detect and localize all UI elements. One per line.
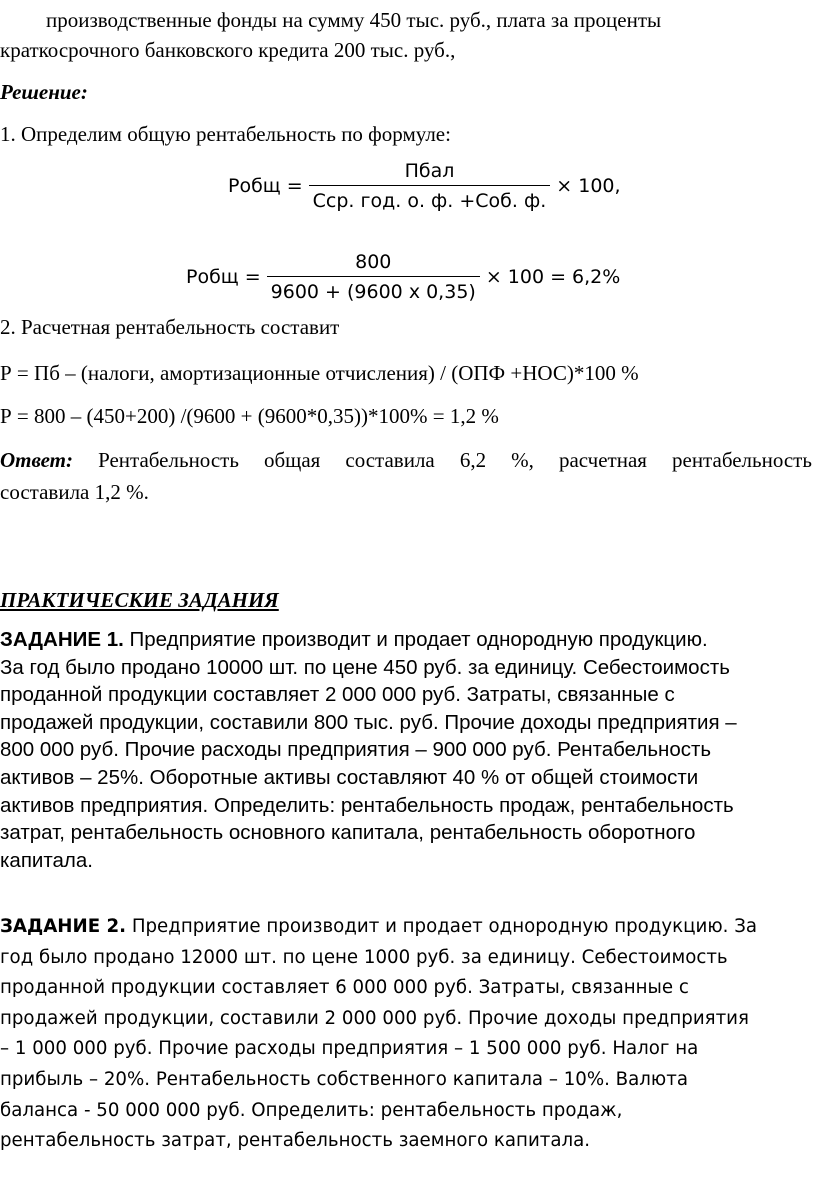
task-1-line: затрат, рентабельность основного капитала, рентабельность оборотного xyxy=(0,821,696,845)
formula-general-rentability-calc xyxy=(186,251,620,303)
task-1-paragraph xyxy=(0,626,812,874)
formula-general-rentability xyxy=(228,160,621,212)
intro-line-1: производственные фонды на сумму 450 тыс. руб., плата за проценты xyxy=(46,8,662,32)
answer-line-1 xyxy=(0,446,812,474)
formula-estimated-rentability-calc: Р = 800 – (450+200) /(9600 + (9600*0,35))*100% = 1,2 % xyxy=(0,404,499,428)
task-1-line: капитала. xyxy=(0,848,93,872)
formula-1-lhs: Робщ = xyxy=(228,175,303,197)
answer-word: расчетная xyxy=(558,448,647,472)
solution-label: Решение: xyxy=(0,80,88,104)
answer-word: %, xyxy=(511,448,534,472)
task-2-line: год было продано 12000 шт. по цене 1000 руб. за единицу. Себестоимость xyxy=(0,946,728,968)
step-1-text: 1. Определим общую рентабельность по формуле: xyxy=(0,122,451,146)
formula-1-rhs: × 100, xyxy=(556,175,621,197)
task-2-line: – 1 000 000 руб. Прочие расходы предприятия – 1 500 000 руб. Налог на xyxy=(0,1038,699,1060)
answer-justified-row xyxy=(0,446,812,474)
answer-word: Рентабельность xyxy=(98,448,239,472)
task-1-line: активов предприятия. Определить: рентабельность продаж, рентабельность xyxy=(0,793,734,817)
answer-word: общая xyxy=(263,448,321,472)
formula-2-rhs: × 100 = 6,2% xyxy=(485,266,621,288)
formula-1-numerator: Пбал xyxy=(404,160,455,182)
formula-2-fraction xyxy=(267,251,480,303)
intro-line-2: краткосрочного банковского кредита 200 тыс. руб., xyxy=(0,38,456,62)
task-1-label: ЗАДАНИЕ 1. xyxy=(0,628,124,651)
task-2-line: рентабельность затрат, рентабельность заемного капитала. xyxy=(0,1130,591,1152)
answer-word: составила xyxy=(345,448,435,472)
task-2-text: Предприятие производит и продает однородную продукцию. За xyxy=(126,916,757,937)
task-1-line: проданной продукции составляет 2 000 000 руб. Затраты, связанные с xyxy=(0,683,675,707)
task-1-line: активов – 25%. Оборотные активы составляют 40 % от общей стоимости xyxy=(0,765,699,789)
formula-2-lhs: Робщ = xyxy=(186,266,261,288)
answer-line-2: составила 1,2 %. xyxy=(0,480,149,504)
formula-estimated-rentability: Р = Пб – (налоги, амортизационные отчисления) / (ОПФ +НОС)*100 % xyxy=(0,361,639,385)
task-1-line: За год было продано 10000 шт. по цене 450 руб. за единицу. Себестоимость xyxy=(0,655,730,679)
task-1-line xyxy=(0,626,812,654)
task-2-line: баланса - 50 000 000 руб. Определить: рентабельность продаж, xyxy=(0,1099,623,1121)
formula-2-denominator: 9600 + (9600 х 0,35) xyxy=(267,276,480,303)
answer-word: рентабельность xyxy=(672,448,812,472)
answer-word: 6,2 xyxy=(459,448,487,472)
task-2-paragraph xyxy=(0,912,812,1157)
task-1-line: 800 000 руб. Прочие расходы предприятия – 900 000 руб. Рентабельность xyxy=(0,738,712,762)
formula-1-fraction xyxy=(309,160,551,212)
task-2-line: проданной продукции составляет 6 000 000 руб. Затраты, связанные с xyxy=(0,977,689,999)
task-2-line: продажей продукции, составили 2 000 000 руб. Прочие доходы предприятия xyxy=(0,1007,749,1029)
step-2-text: 2. Расчетная рентабельность составит xyxy=(0,315,340,339)
task-2-line: прибыль – 20%. Рентабельность собственного капитала – 10%. Валюта xyxy=(0,1068,688,1090)
task-1-line: продажей продукции, составили 800 тыс. руб. Прочие доходы предприятия – xyxy=(0,710,737,734)
task-2-line xyxy=(0,912,812,943)
formula-2-numerator: 800 xyxy=(355,251,392,273)
formula-1-denominator: Сср. год. о. ф. +Соб. ф. xyxy=(309,185,551,212)
answer-label: Ответ: xyxy=(0,448,73,472)
section-title: ПРАКТИЧЕСКИЕ ЗАДАНИЯ xyxy=(0,588,279,612)
task-2-label: ЗАДАНИЕ 2. xyxy=(0,916,127,937)
task-1-text: Предприятие производит и продает однородную продукцию. xyxy=(123,628,708,651)
